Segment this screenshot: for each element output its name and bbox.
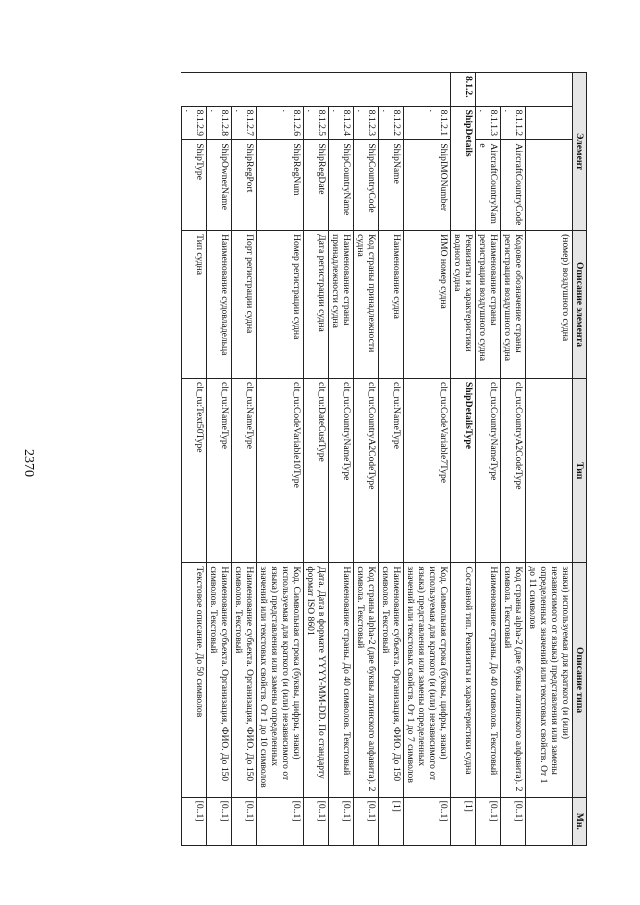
specification-table-sheet	[90, 72, 587, 846]
row-element-name	[526, 140, 573, 231]
table-row	[232, 73, 257, 846]
row-type-description: Наименование субъекта. Организация, ФИО. До 150 символов. Текстовый	[379, 563, 404, 797]
row-number-l1	[526, 73, 573, 107]
row-type-description: Наименование субъекта. Организация, ФИО. До 150 символов. Текстовый	[232, 563, 257, 797]
row-number-l1: 8.1.2.	[451, 73, 476, 107]
row-type-description: Наименование страны. До 40 символов. Текстовый	[329, 563, 354, 797]
row-type-description: Дата. Дата в формате YYYY-MM-DD. По стандарту формат ISO 8601	[304, 563, 329, 797]
table-row	[304, 73, 329, 846]
row-type-description: знаки) используемая для краткого (и (или) независимого от языка) представления или замены определенных значений или текстовых свойств. От 1 до 11 символов	[526, 563, 573, 797]
row-element-name: ShipRegPort	[232, 140, 257, 231]
row-cardinality: [0..1]	[207, 797, 232, 845]
row-cardinality: [0..1]	[329, 797, 354, 845]
page-number: 2370	[21, 449, 36, 477]
row-number-l1	[329, 73, 354, 107]
row-element-name: ShipOwnerName	[207, 140, 232, 231]
row-description: Порт регистрации судна	[232, 231, 257, 379]
row-number-l1	[257, 73, 304, 107]
row-type: ShipDetailsType	[451, 378, 476, 562]
row-cardinality: [0..1]	[354, 797, 379, 845]
row-type-description: Код страны alpha-2 (две буквы латинского алфавита). 2 символа. Текстовый	[354, 563, 379, 797]
row-number-l2: 8.1.2.1.	[404, 106, 451, 140]
table-section-row	[451, 73, 476, 846]
row-type: clt_ru:Text50Type	[182, 378, 207, 562]
row-element-name: ShipCountryName	[329, 140, 354, 231]
row-number-l1	[354, 73, 379, 107]
row-type: clt_ru:CountryNameType	[329, 378, 354, 562]
row-description: ИМО номер судна	[404, 231, 451, 379]
row-type-description: Текстовое описание. До 50 символов	[182, 563, 207, 797]
row-element-name: ShipRegDate	[304, 140, 329, 231]
row-element-name: AircraftCountryName	[476, 140, 501, 231]
row-number-l2: 8.1.2.2.	[379, 106, 404, 140]
row-type: clt_ru:NameType	[207, 378, 232, 562]
table-row	[207, 73, 232, 846]
row-description: Номер регистрации судна	[257, 231, 304, 379]
row-element-name: ShipName	[379, 140, 404, 231]
header-element: Элемент	[573, 73, 587, 231]
row-cardinality: [0..1]	[404, 797, 451, 845]
row-number-l1	[232, 73, 257, 107]
row-number-l1	[501, 73, 526, 107]
row-number-l2: 8.1.2.6.	[257, 106, 304, 140]
row-number-l2	[526, 106, 573, 140]
row-cardinality: [1]	[451, 797, 476, 845]
row-element-name: ShipDetails	[451, 106, 476, 230]
row-description: Кодовое обозначение страны регистрации воздушного судна	[501, 231, 526, 379]
table-row	[354, 73, 379, 846]
row-type: clt_ru:CodeVariable10Type	[257, 378, 304, 562]
header-cardinality: Мн.	[573, 797, 587, 845]
row-type-description: Составной тип. Реквизиты и характеристики судна	[451, 563, 476, 797]
header-type-description: Описание типа	[573, 563, 587, 797]
row-cardinality	[526, 797, 573, 845]
row-type: clt_ru:CountryA2CodeType	[501, 378, 526, 562]
row-number-l2: 8.1.1.2.	[501, 106, 526, 140]
row-number-l2: 8.1.2.5.	[304, 106, 329, 140]
row-description: Тип судна	[182, 231, 207, 379]
row-cardinality: [0..1]	[182, 797, 207, 845]
row-number-l1	[207, 73, 232, 107]
row-description: Реквизиты и характеристики водного судна	[451, 231, 476, 379]
row-element-name: ShipCountryCode	[354, 140, 379, 231]
row-number-l2: 8.1.2.7.	[232, 106, 257, 140]
row-number-l1	[404, 73, 451, 107]
row-type-description: Код страны alpha-2 (две буквы латинского алфавита). 2 символа. Текстовый	[501, 563, 526, 797]
row-number-l1	[379, 73, 404, 107]
row-cardinality: [0..1]	[476, 797, 501, 845]
row-type-description: Код. Символьная строка (буквы, цифры, знаки) используемая для краткого (и (или) независимого от языка) представления или замены определенных значений или текстовых свойств. От 1 до 10 символов	[257, 563, 304, 797]
row-description: Наименование страны регистрации воздушного судна	[476, 231, 501, 379]
row-description: Наименование страны принадлежности судна	[329, 231, 354, 379]
row-type: clt_ru:DateCustType	[304, 378, 329, 562]
row-description: Наименование судна	[379, 231, 404, 379]
row-number-l2: 8.1.2.8.	[207, 106, 232, 140]
row-cardinality: [0..1]	[232, 797, 257, 845]
row-description: Код страны принадлежности судна	[354, 231, 379, 379]
row-cardinality: [0..1]	[501, 797, 526, 845]
row-type	[526, 378, 573, 562]
row-description: Дата регистрации судна	[304, 231, 329, 379]
row-cardinality: [1]	[379, 797, 404, 845]
table-row	[379, 73, 404, 846]
header-type: Тип	[573, 378, 587, 562]
row-number-l1	[304, 73, 329, 107]
table-row	[329, 73, 354, 846]
row-type: clt_ru:CountryNameType	[476, 378, 501, 562]
row-number-l1	[182, 73, 207, 107]
row-element-name: AircraftCountryCode	[501, 140, 526, 231]
table-row	[257, 73, 304, 846]
table-header-row	[573, 73, 587, 846]
row-number-l2: 8.1.2.4.	[329, 106, 354, 140]
row-type: clt_ru:CountryA2CodeType	[354, 378, 379, 562]
row-description: (номер) воздушного судна	[526, 231, 573, 379]
row-number-l2: 8.1.2.9.	[182, 106, 207, 140]
row-type: clt_ru:NameType	[232, 378, 257, 562]
row-type: clt_ru:NameType	[379, 378, 404, 562]
table-row	[526, 73, 573, 846]
specification-table	[181, 72, 587, 846]
row-type-description: Наименование субъекта. Организация, ФИО. До 150 символов. Текстовый	[207, 563, 232, 797]
row-number-l2: 8.1.1.3.	[476, 106, 501, 140]
table-row	[501, 73, 526, 846]
row-description: Наименование судовладельца	[207, 231, 232, 379]
table-row	[404, 73, 451, 846]
row-element-name: ShipIMONumber	[404, 140, 451, 231]
row-element-name: ShipRegNum	[257, 140, 304, 231]
row-cardinality: [0..1]	[257, 797, 304, 845]
row-type: clt_ru:CodeVariable7Type	[404, 378, 451, 562]
row-element-name: ShipType	[182, 140, 207, 231]
row-number-l1	[476, 73, 501, 107]
table-row	[476, 73, 501, 846]
row-number-l2: 8.1.2.3.	[354, 106, 379, 140]
header-description: Описание элемента	[573, 231, 587, 379]
row-type-description: Код. Символьная строка (буквы, цифры, знаки) используемая для краткого (и (или) независимого от языка) представления или замены определенных значений или текстовых свойств. От 1 до 7 символов	[404, 563, 451, 797]
row-cardinality: [0..1]	[304, 797, 329, 845]
table-row	[182, 73, 207, 846]
row-type-description: Наименование страны. До 40 символов. Текстовый	[476, 563, 501, 797]
